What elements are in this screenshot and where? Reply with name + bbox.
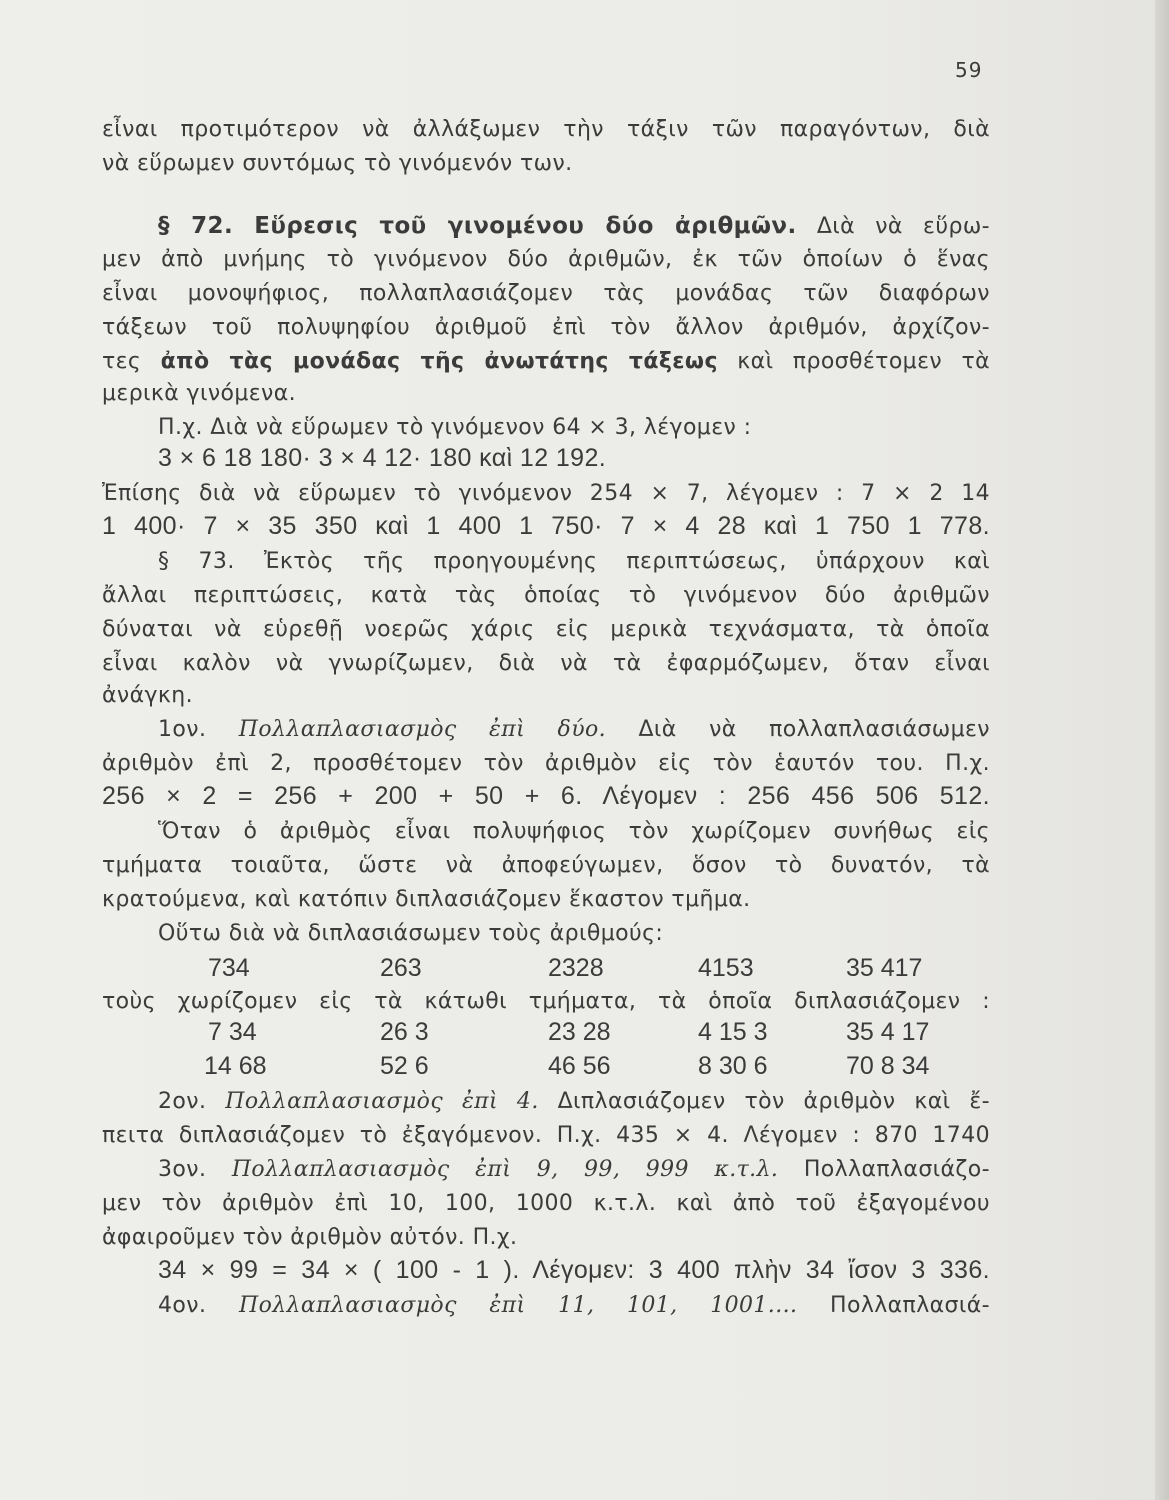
- split-cell: 23 28: [548, 1018, 611, 1046]
- text-fragment: 3ον.: [158, 1157, 207, 1182]
- number-cell: 4153: [698, 954, 754, 982]
- text-line: § 73. Ἐκτὸς τῆς προηγουμένης περιπτώσεως, ὑπάρχουν καὶ: [158, 549, 990, 574]
- text-fragment: τες: [102, 349, 142, 374]
- split-cell: 4 15 3: [698, 1018, 768, 1046]
- doubled-row: [158, 1050, 990, 1082]
- text-line: [158, 716, 990, 746]
- page-edge: [1155, 0, 1169, 1500]
- split-cell: 35 4 17: [846, 1018, 930, 1046]
- text-line: 1 400· 7 × 35 350 καὶ 1 400 1 750· 7 × 4 28 καὶ 1 750 1 778.: [102, 512, 990, 540]
- text-fragment: 2ον.: [158, 1089, 207, 1114]
- text-line: ἄλλαι περιπτώσεις, κατὰ τὰς ὁποίας τὸ γινόμενον δύο ἀριθμῶν: [102, 583, 990, 608]
- text-line: μεν ἀπὸ μνήμης τὸ γινόμενον δύο ἀριθμῶν, ἐκ τῶν ὁποίων ὁ ἕνας: [102, 247, 990, 272]
- text-fragment: Πολλαπλασιά-: [830, 1293, 990, 1318]
- text-line: [158, 1156, 990, 1186]
- text-line: [102, 348, 990, 378]
- text-line: εἶναι μονοψήφιος, πολλαπλασιάζομεν τὰς μονάδας τῶν διαφόρων: [102, 281, 990, 306]
- number-cell: 734: [208, 954, 250, 982]
- emphasized-text: ἀπὸ τὰς μονάδας τῆς ἀνωτάτης τάξεως: [160, 349, 718, 374]
- section-heading-line: [158, 212, 990, 242]
- number-row: [158, 952, 990, 984]
- text-line: ἀνάγκη.: [102, 683, 194, 708]
- text-line: ἀριθμὸν ἐπὶ 2, προσθέτομεν τὸν ἀριθμὸν εἰς τὸν ἑαυτόν του. Π.χ.: [102, 751, 990, 776]
- doubled-cell: 14 68: [204, 1052, 267, 1080]
- text-line: [158, 1292, 990, 1322]
- doubled-cell: 52 6: [380, 1052, 429, 1080]
- page-number: 59: [955, 58, 983, 82]
- split-cell: 7 34: [208, 1018, 257, 1046]
- text-line: δύναται νὰ εὑρεθῇ νοερῶς χάρις εἰς μερικὰ τεχνάσματα, τὰ ὁποῖα: [102, 617, 990, 642]
- doubled-cell: 70 8 34: [846, 1052, 930, 1080]
- italic-heading: Πολλαπλασιασμὸς ἐπὶ 11, 101, 1001....: [238, 1293, 798, 1318]
- text-line: πειτα διπλασιάζομεν τὸ ἐξαγόμενον. Π.χ. 435 × 4. Λέγομεν : 870 1740: [102, 1123, 990, 1148]
- text-fragment: Διπλασιάζομεν τὸν ἀριθμὸν καὶ ἔ-: [557, 1089, 990, 1114]
- text-line: 3 × 6 18 180· 3 × 4 12· 180 καὶ 12 192.: [158, 444, 607, 472]
- text-fragment: Διὰ νὰ πολλαπλασιάσωμεν: [638, 717, 990, 742]
- doubled-cell: 8 30 6: [698, 1052, 768, 1080]
- text-line: 256 × 2 = 256 + 200 + 50 + 6. Λέγομεν : 256 456 506 512.: [102, 782, 990, 810]
- text-fragment: καὶ προσθέτομεν τὰ: [737, 349, 990, 374]
- section-heading: § 72. Εὕρεσις τοῦ γινομένου δύο ἀριθμῶν.: [158, 213, 797, 239]
- text-fragment: 4ον.: [158, 1293, 207, 1318]
- number-cell: 263: [380, 954, 422, 982]
- text-fragment: Πολλαπλασιάζο-: [803, 1157, 990, 1182]
- text-line: μεν τὸν ἀριθμὸν ἐπὶ 10, 100, 1000 κ.τ.λ. καὶ ἀπὸ τοῦ ἐξαγομένου: [102, 1191, 990, 1216]
- number-cell: 35 417: [846, 954, 923, 982]
- text-line: τάξεων τοῦ πολυψηφίου ἀριθμοῦ ἐπὶ τὸν ἄλλον ἀριθμόν, ἀρχίζον-: [102, 315, 990, 340]
- split-row: [158, 1016, 990, 1048]
- italic-heading: Πολλαπλασιασμὸς ἐπὶ 9, 99, 999 κ.τ.λ.: [231, 1157, 779, 1182]
- text-line: Ὅταν ὁ ἀριθμὸς εἶναι πολυψήφιος τὸν χωρίζομεν συνήθως εἰς: [158, 819, 990, 844]
- italic-heading: Πολλαπλασιασμὸς ἐπὶ 4.: [225, 1089, 539, 1114]
- text-line: Οὕτω διὰ νὰ διπλασιάσωμεν τοὺς ἀριθμούς:: [158, 921, 664, 946]
- text-line: [158, 1088, 990, 1118]
- text-line: Π.χ. Διὰ νὰ εὕρωμεν τὸ γινόμενον 64 × 3, λέγομεν :: [158, 415, 752, 440]
- split-cell: 26 3: [380, 1018, 429, 1046]
- text-line: εἶναι καλὸν νὰ γνωρίζωμεν, διὰ νὰ τὰ ἐφαρμόζωμεν, ὅταν εἶναι: [102, 651, 990, 676]
- text-line: Ἐπίσης διὰ νὰ εὕρωμεν τὸ γινόμενον 254 × 7, λέγομεν : 7 × 2 14: [102, 481, 990, 506]
- text-fragment: Διὰ νὰ εὕρω-: [816, 214, 991, 239]
- text-line: τμήματα τοιαῦτα, ὥστε νὰ ἀποφεύγωμεν, ὅσον τὸ δυνατόν, τὰ: [102, 853, 990, 878]
- doubled-cell: 46 56: [548, 1052, 611, 1080]
- text-line: κρατούμενα, καὶ κατόπιν διπλασιάζομεν ἕκαστον τμῆμα.: [102, 887, 751, 912]
- text-fragment: 1ον.: [158, 717, 207, 742]
- text-line: 34 × 99 = 34 × ( 100 - 1 ). Λέγομεν: 3 400 πλὴν 34 ἴσον 3 336.: [158, 1256, 990, 1284]
- text-line: ἀφαιροῦμεν τὸν ἀριθμὸν αὐτόν. Π.χ.: [102, 1225, 518, 1250]
- text-line: τοὺς χωρίζομεν εἰς τὰ κάτωθι τμήματα, τὰ ὁποῖα διπλασιάζομεν :: [102, 989, 990, 1014]
- text-line: νὰ εὕρωμεν συντόμως τὸ γινόμενόν των.: [102, 151, 573, 176]
- number-cell: 2328: [548, 954, 604, 982]
- text-line: εἶναι προτιμότερον νὰ ἀλλάξωμεν τὴν τάξιν τῶν παραγόντων, διὰ: [102, 117, 990, 142]
- italic-heading: Πολλαπλασιασμὸς ἐπὶ δύο.: [238, 717, 607, 742]
- text-line: μερικὰ γινόμενα.: [102, 381, 297, 406]
